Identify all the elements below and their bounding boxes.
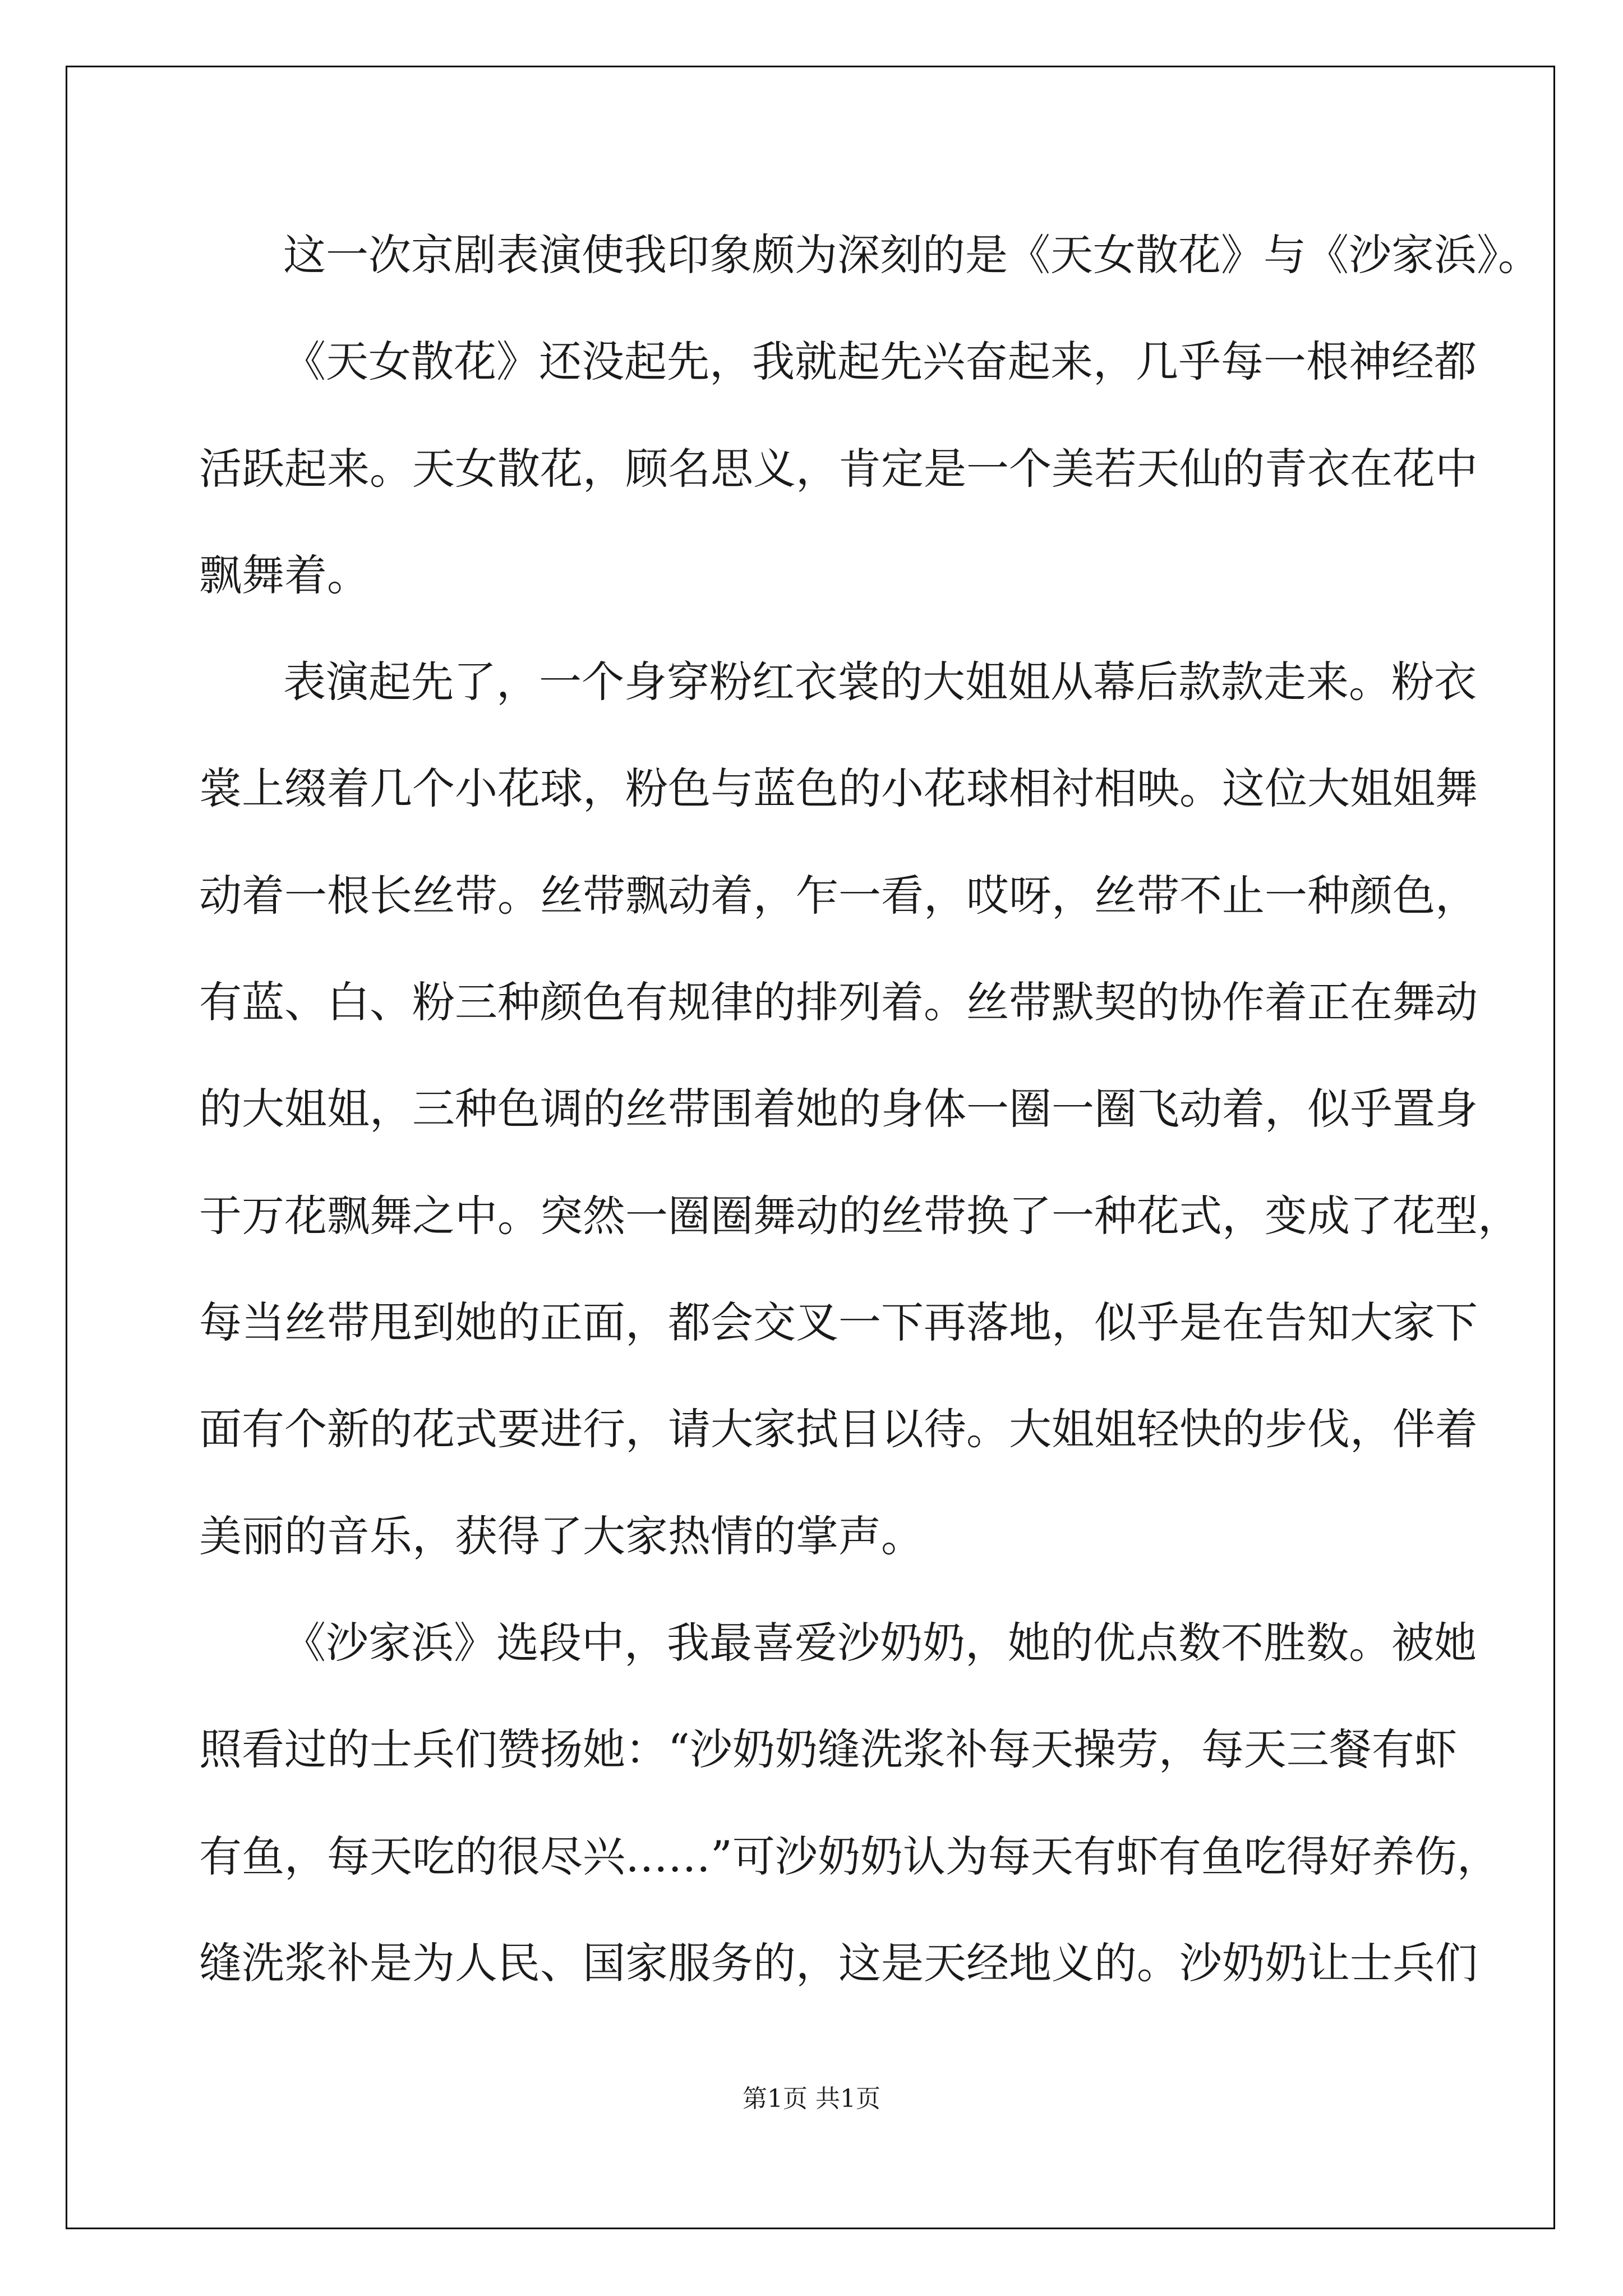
text-line: 动着一根长丝带。丝带飘动着，乍一看，哎呀，丝带不止一种颜色， <box>199 871 1478 921</box>
text-line: 飘舞着。 <box>199 550 370 600</box>
page-border <box>66 66 1555 2229</box>
text-line: 的大姐姐，三种色调的丝带围着她的身体一圈一圈飞动着，似乎置身 <box>199 1084 1478 1134</box>
text-line: 每当丝带甩到她的正面，都会交叉一下再落地，似乎是在告知大家下 <box>199 1297 1478 1347</box>
text-line: 活跃起来。天女散花，顾名思义，肯定是一个美若天仙的青衣在花中 <box>199 444 1478 494</box>
text-line: 表演起先了，一个身穿粉红衣裳的大姐姐从幕后款款走来。粉衣 <box>283 657 1477 707</box>
text-line: 有蓝、白、粉三种颜色有规律的排列着。丝带默契的协作着正在舞动 <box>199 977 1478 1027</box>
text-line: 面有个新的花式要进行，请大家拭目以待。大姐姐轻快的步伐，伴着 <box>199 1404 1478 1454</box>
text-line: 裳上缀着几个小花球，粉色与蓝色的小花球相衬相映。这位大姐姐舞 <box>199 763 1478 813</box>
text-line: 美丽的音乐，获得了大家热情的掌声。 <box>199 1511 924 1561</box>
text-line: 于万花飘舞之中。突然一圈圈舞动的丝带换了一种花式，变成了花型， <box>199 1191 1520 1241</box>
text-line: 照看过的士兵们赞扬她：“沙奶奶缝洗浆补每天操劳，每天三餐有虾 <box>199 1724 1457 1774</box>
text-line: 《天女散花》还没起先，我就起先兴奋起来，几乎每一根神经都 <box>283 337 1477 386</box>
text-line: 这一次京剧表演使我印象颇为深刻的是《天女散花》与《沙家浜》。 <box>283 230 1541 280</box>
text-line: 缝洗浆补是为人民、国家服务的，这是天经地义的。沙奶奶让士兵们 <box>199 1938 1478 1988</box>
text-line: 有鱼，每天吃的很尽兴……”可沙奶奶认为每天有虾有鱼吃得好养伤， <box>199 1832 1500 1881</box>
page-footer: 第1页 共1页 <box>743 2085 880 2113</box>
text-line: 《沙家浜》选段中，我最喜爱沙奶奶，她的优点数不胜数。被她 <box>283 1618 1477 1668</box>
